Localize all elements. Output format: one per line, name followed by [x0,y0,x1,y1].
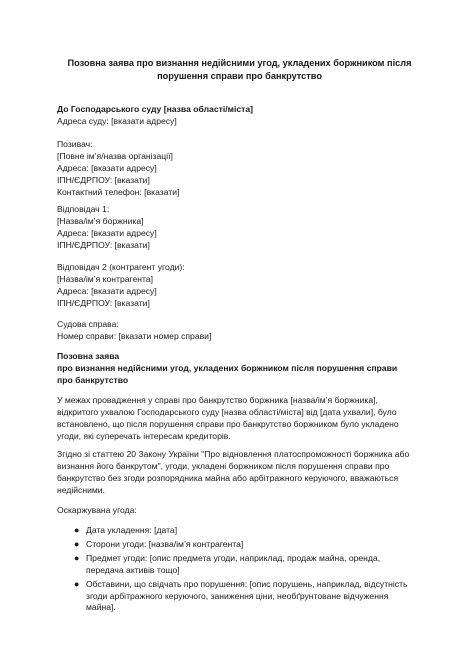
list-item [57,539,419,551]
paragraph-2-line-4: недійсними. [57,484,105,495]
claim-subheading-line-2: про банкрутство [57,374,129,385]
defendant-1-block [57,204,422,252]
list-item-line: Обставини, що свідчать про порушення: [опис порушень, наприклад, відсутність [86,578,408,589]
paragraph-1-line-2: відкритого ухвалою Господарського суду [назва області/міста] від [дата ухвали], було [57,406,397,417]
defendant-1-label: Відповідач 1: [57,204,110,214]
bullet-icon: ● [74,552,80,563]
plaintiff-tax-id: ІПН/ЄДРПОУ: [вказати] [57,174,150,185]
list-item [57,579,419,615]
list-item-line: передача активів тощо] [86,564,180,575]
claim-heading-block [57,351,422,387]
court-address: Адреса суду: [вказати адресу] [57,115,177,126]
case-block [57,319,422,343]
defendant-2-name: [Назва/ім’я контрагента] [57,273,153,284]
paragraph-2-line-1: Згідно зі статтею 20 Закону України "Про відновлення платоспроможності боржника або [57,449,410,459]
paragraph-2 [57,449,419,497]
defendant-2-address: Адреса: [вказати адресу] [57,285,157,296]
defendant-2-block [57,262,422,310]
document-title [57,57,422,83]
plaintiff-name: [Повне ім’я/назва організації] [57,150,173,161]
list-item-line: згоди арбітражного керуючого, заниження ціни, необґрунтоване відчуження [86,590,389,601]
list-item-line: майна]. [86,602,116,613]
list-item-line: Дата укладення: [дата] [86,525,178,535]
defendant-1-address: Адреса: [вказати адресу] [57,227,157,238]
plaintiff-phone: Контактний телефон: [вказати] [57,186,180,197]
bullet-icon: ● [74,538,80,549]
disputed-label-block [57,505,422,517]
paragraph-2-line-3: банкрутство без згоди розпорядника майна або арбітражного керуючого, вважаються [57,472,399,483]
case-label: Судова справа: [57,319,119,329]
paragraph-1-line-1: У межах провадження у справі про банкрутство боржника [назва/ім’я боржника], [57,395,378,405]
defendant-2-label: Відповідач 2 (контрагент угоди): [57,262,185,272]
list-item [57,525,419,537]
defendant-1-name: [Назва/ім’я боржника] [57,215,144,226]
paragraph-2-line-2: визнання його банкрутом", угоди, укладені боржником після порушення справи про [57,460,390,471]
plaintiff-address: Адреса: [вказати адресу] [57,162,157,173]
paragraph-1-line-3: встановлено, що після порушення справи про банкрутство боржником було укладено [57,418,399,429]
case-number: Номер справи: [вказати номер справи] [57,330,212,341]
bullet-icon: ● [74,578,80,589]
claim-heading: Позовна заява [57,351,120,361]
list-item [57,553,419,577]
paragraph-1 [57,395,419,443]
court-heading: До Господарського суду [назва області/міста] [57,104,253,114]
paragraph-1-line-4: угоди, які суперечать інтересам кредиторів. [57,430,231,441]
document-title-line-1: Позовна заява про визнання недійсними угод, укладених боржником після [67,58,412,68]
court-block [57,104,422,128]
bullet-icon: ● [74,525,80,535]
disputed-label: Оскаржувана угода: [57,505,137,515]
list-item-line: Предмет угоди: [опис предмета угоди, наприклад, продаж майна, оренда, [86,552,381,563]
plaintiff-block [57,139,422,199]
defendant-1-tax-id: ІПН/ЄДРПОУ: [вказати] [57,239,150,250]
disputed-items-list [57,525,419,616]
claim-subheading-line-1: про визнання недійсними угод, укладених боржником після порушення справи [57,362,398,373]
plaintiff-label: Позивач: [57,139,93,149]
list-item-line: Сторони угоди: [назва/ім’я контрагента] [86,538,244,549]
document-title-line-2: порушення справи про банкрутство [157,71,322,81]
defendant-2-tax-id: ІПН/ЄДРПОУ: [вказати] [57,297,150,308]
